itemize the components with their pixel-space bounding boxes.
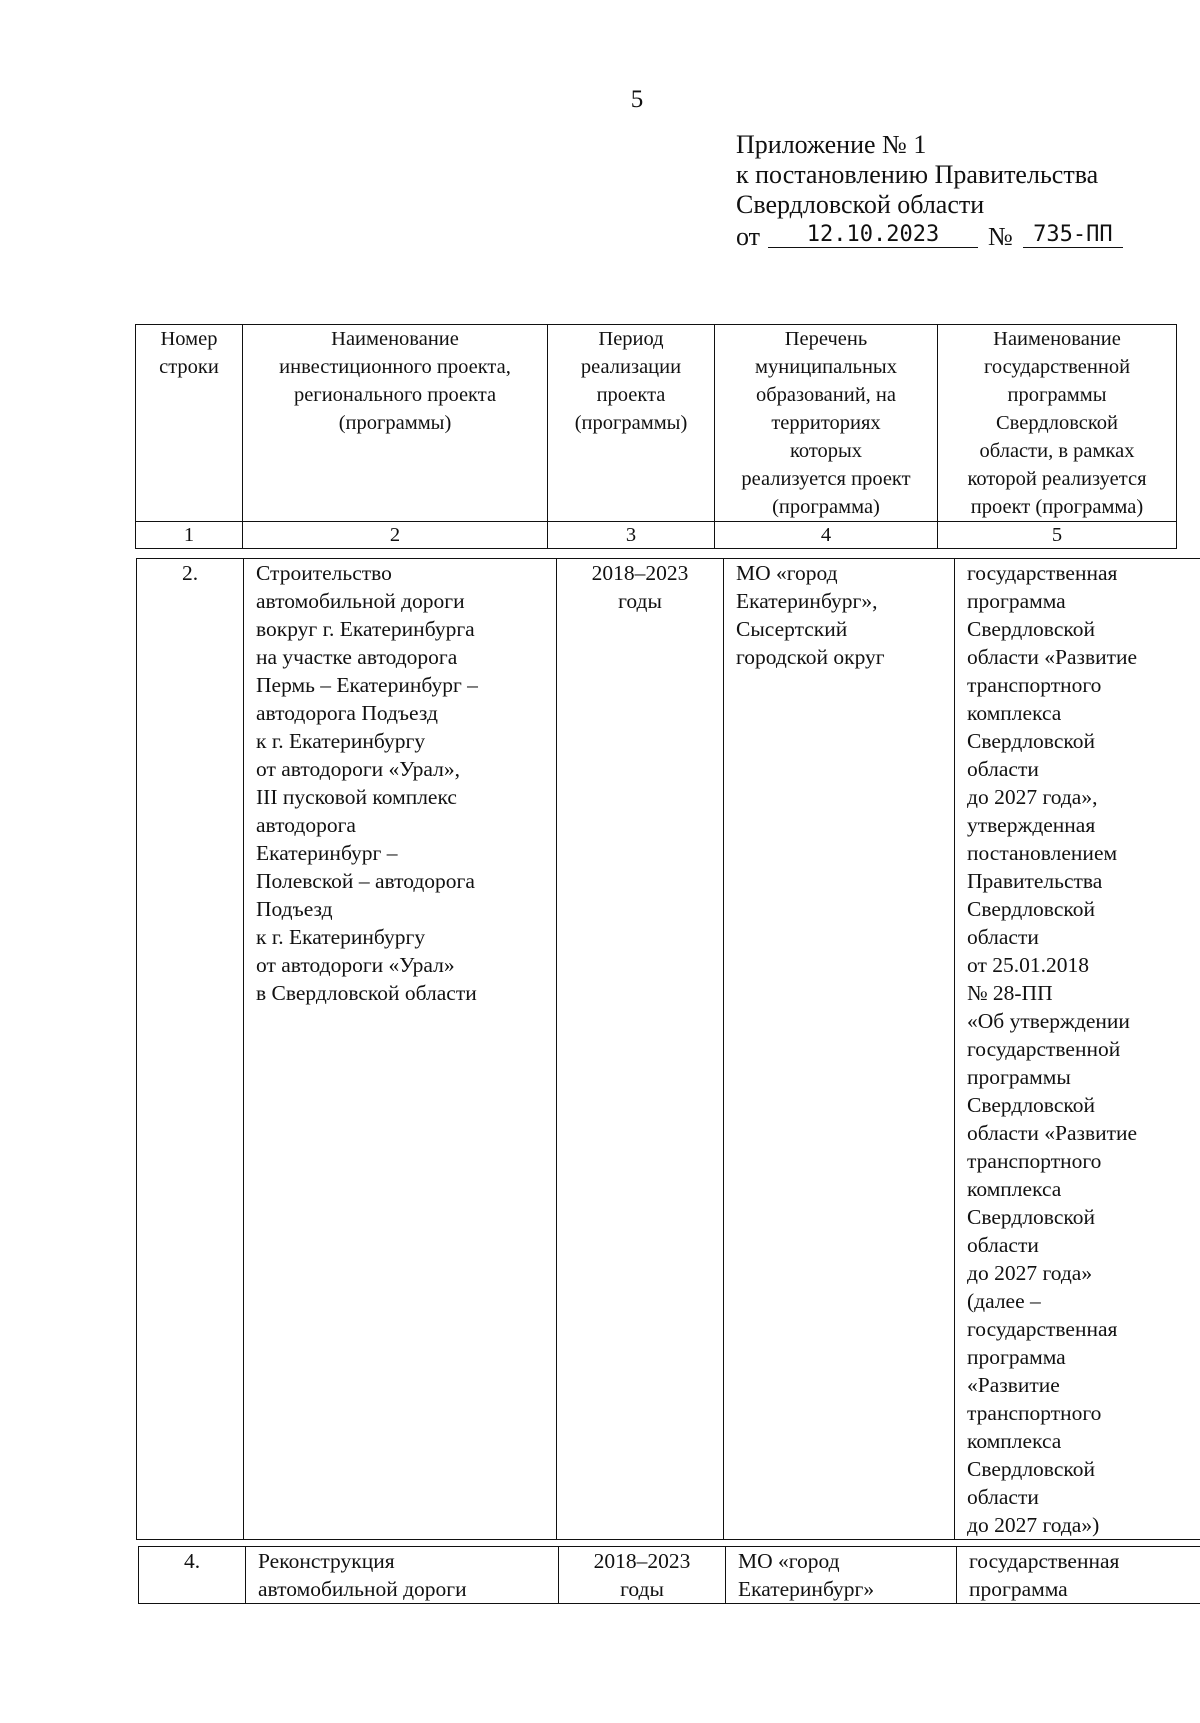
municipalities: МО «город Екатеринбург», Сысертский городской округ bbox=[724, 559, 955, 1540]
appendix-block bbox=[736, 130, 1123, 252]
table-row bbox=[138, 1546, 1200, 1604]
column-number: 2 bbox=[243, 522, 548, 549]
header-cell-row-number: Номер строки bbox=[136, 325, 243, 522]
resolution-date: 12.10.2023 bbox=[768, 223, 978, 248]
appendix-title: Приложение № 1 bbox=[736, 130, 927, 159]
column-number: 4 bbox=[715, 522, 938, 549]
number-label: № bbox=[988, 222, 1013, 251]
table-row-2 bbox=[137, 559, 1200, 1540]
appendix-region-line: Свердловской области bbox=[736, 190, 985, 219]
project-name: Строительство автомобильной дороги вокруг г. Екатеринбурга на участке автодорога Пермь – Екатеринбург – автодорога Подъезд к г. Екатеринбургу от автодороги «Урал», III пусковой комплекс автодорога Екатеринбург – Полевской – автодорога Подъезд к г. Екатеринбургу от автодороги «Урал» в Свердловской области bbox=[244, 559, 557, 1540]
header-cell-period: Период реализации проекта (программы) bbox=[548, 325, 715, 522]
project-name: Реконструкция автомобильной дороги bbox=[246, 1547, 559, 1604]
row-number: 2. bbox=[137, 559, 244, 1540]
municipalities: МО «город Екатеринбург» bbox=[726, 1547, 957, 1604]
appendix-resolution-line: к постановлению Правительства bbox=[736, 160, 1099, 189]
table-row-4 bbox=[139, 1547, 1200, 1604]
header-cell-project-name: Наименование инвестиционного проекта, регионального проекта (программы) bbox=[243, 325, 548, 522]
appendix-signature-line bbox=[736, 222, 1123, 252]
page-number: 5 bbox=[630, 86, 644, 113]
resolution-number: 735-ПП bbox=[1023, 223, 1123, 248]
table-row bbox=[136, 558, 1200, 1540]
header-row bbox=[136, 325, 1177, 522]
project-period: 2018–2023 годы bbox=[557, 559, 724, 1540]
column-numbers-row bbox=[136, 522, 1177, 549]
column-number: 1 bbox=[136, 522, 243, 549]
from-label: от bbox=[736, 222, 761, 251]
table-header bbox=[135, 324, 1177, 549]
project-period: 2018–2023 годы bbox=[559, 1547, 726, 1604]
header-cell-municipalities: Перечень муниципальных образований, на территориях которых реализуется проект (программа) bbox=[715, 325, 938, 522]
state-program: государственная программа bbox=[957, 1547, 1200, 1604]
row-number: 4. bbox=[139, 1547, 246, 1604]
column-number: 3 bbox=[548, 522, 715, 549]
column-number: 5 bbox=[938, 522, 1177, 549]
header-cell-program: Наименование государственной программы Свердловской области, в рамках которой реализуется проект (программа) bbox=[938, 325, 1177, 522]
state-program: государственная программа Свердловской области «Развитие транспортного комплекса Свердловской области до 2027 года», утвержденная постановлением Правительства Свердловской области от 25.01.2018 № 28-ПП «Об утверждении государственной программы Свердловской области «Развитие транспортного комплекса Свердловской области до 2027 года» (далее – государственная программа «Развитие транспортного комплекса Свердловской области до 2027 года») bbox=[955, 559, 1200, 1540]
